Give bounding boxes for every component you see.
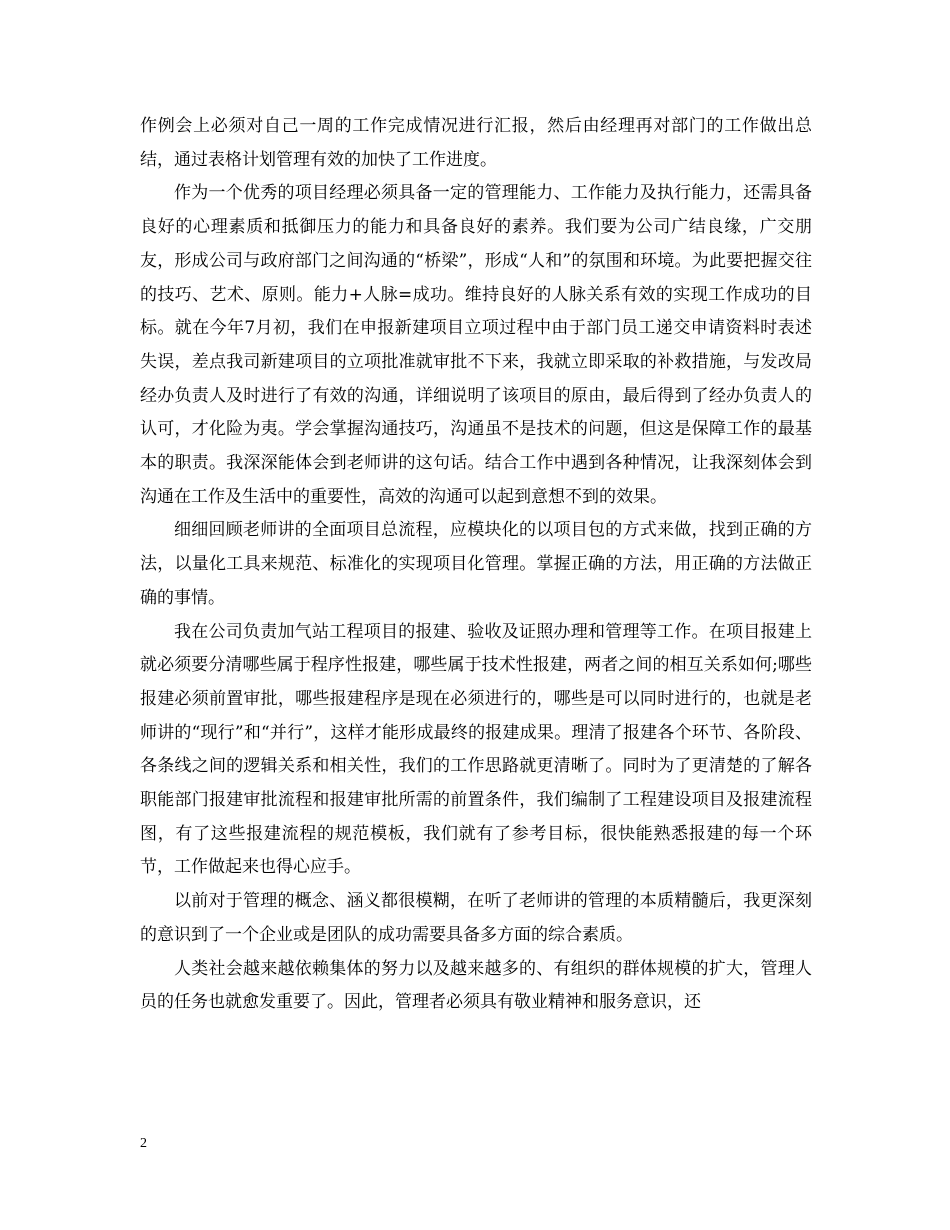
paragraph-2: 作为一个优秀的项目经理必须具备一定的管理能力、工作能力及执行能力，还需具备良好的心理素质和抵御压力的能力和具备良好的素养。我们要为公司广结良缘，广交朋友，形成公司与政府部门之间沟通的“桥梁”，形成“人和”的氛围和环境。为此要把握交往的技巧、艺术、原则。能力+人脉=成功。维持良好的人脉关系有效的实现工作成功的目标。就在今年7月初，我们在申报新建项目立项过程中由于部门员工递交申请资料时表述失误，差点我司新建项目的立项批准就审批不下来，我就立即采取的补救措施，与发改局经办负责人及时进行了有效的沟通，详细说明了该项目的原由，最后得到了经办负责人的认可，才化险为夷。学会掌握沟通技巧，沟通虽不是技术的问题，但这是保障工作的最基本的职责。我深深能体会到老师讲的这句话。结合工作中遇到各种情况，让我深刻体会到沟通在工作及生活中的重要性，高效的沟通可以起到意想不到的效果。 — [140, 183, 812, 507]
paragraph-1: 作例会上必须对自己一周的工作完成情况进行汇报，然后由经理再对部门的工作做出总结，通过表格计划管理有效的加快了工作进度。 — [140, 116, 812, 170]
paragraph-5: 以前对于管理的概念、涵义都很模糊，在听了老师讲的管理的本质精髓后，我更深刻的意识到了一个企业或是团队的成功需要具备多方面的综合素质。 — [140, 891, 812, 945]
page-number: 2 — [140, 1136, 147, 1151]
paragraph-3: 细细回顾老师讲的全面项目总流程，应模块化的以项目包的方式来做，找到正确的方法，以量化工具来规范、标准化的实现项目化管理。掌握正确的方法，用正确的方法做正确的事情。 — [140, 520, 812, 608]
paragraph-4: 我在公司负责加气站工程项目的报建、验收及证照办理和管理等工作。在项目报建上就必须要分清哪些属于程序性报建，哪些属于技术性报建，两者之间的相互关系如何;哪些报建必须前置审批，哪些报建程序是现在必须进行的，哪些是可以同时进行的，也就是老师讲的“现行”和“并行”，这样才能形成最终的报建成果。理清了报建各个环节、各阶段、各条线之间的逻辑关系和相关性，我们的工作思路就更清晰了。同时为了更清楚的了解各职能部门报建审批流程和报建审批所需的前置条件，我们编制了工程建设项目及报建流程图，有了这些报建流程的规范模板，我们就有了参考目标，很快能熟悉报建的每一个环节，工作做起来也得心应手。 — [140, 621, 812, 878]
document-body — [140, 110, 812, 1020]
paragraph-6: 人类社会越来越依赖集体的努力以及越来越多的、有组织的群体规模的扩大，管理人员的任务也就愈发重要了。因此，管理者必须具有敬业精神和服务意识，还 — [140, 958, 812, 1013]
